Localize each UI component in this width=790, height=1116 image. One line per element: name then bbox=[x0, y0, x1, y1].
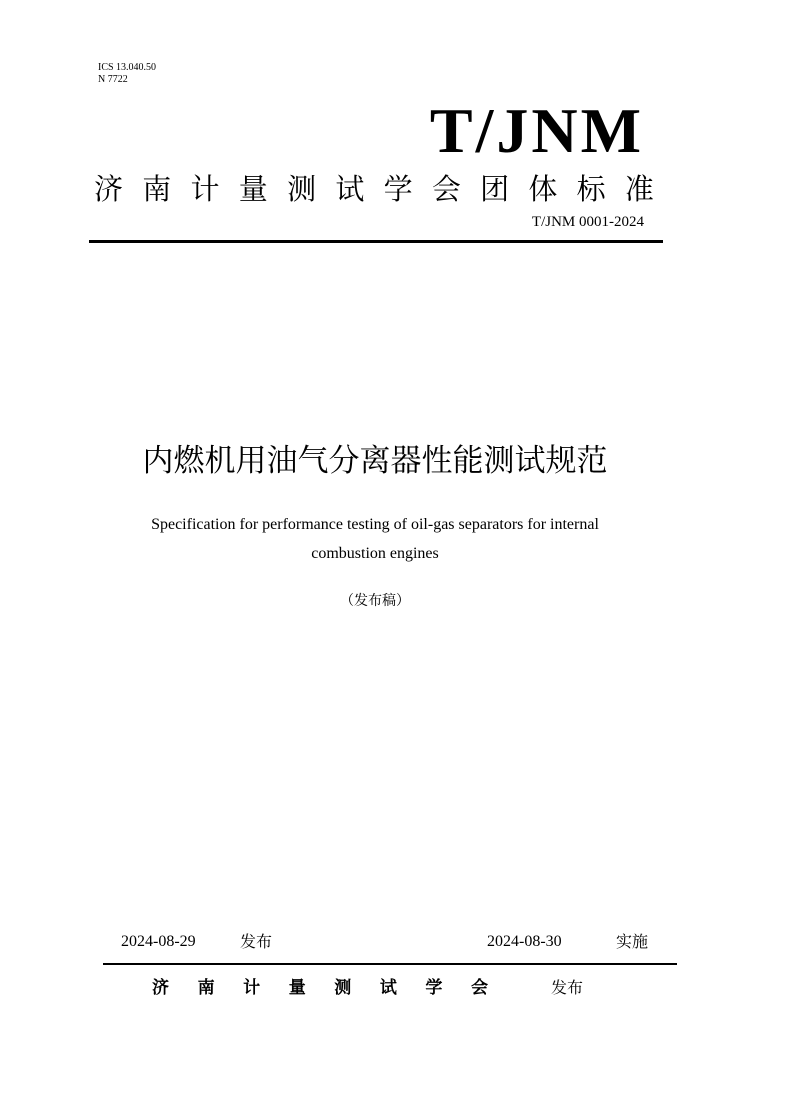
org-title-char: 团 bbox=[480, 172, 510, 206]
issuer-char: 计 bbox=[243, 978, 261, 998]
draft-status: （发布稿） bbox=[340, 594, 410, 609]
issue-label: 发布 bbox=[551, 978, 584, 997]
header-divider bbox=[89, 240, 663, 243]
footer-divider bbox=[103, 963, 677, 965]
publish-label: 发布 bbox=[240, 932, 273, 951]
org-title-char: 测 bbox=[287, 172, 317, 206]
organization-standard-title bbox=[94, 169, 654, 209]
standard-logo: T/JNM bbox=[429, 95, 644, 166]
title-en-line: Specification for performance testing of oil-gas separators for internal bbox=[151, 516, 599, 533]
org-title-char: 学 bbox=[383, 172, 413, 206]
issuer-char: 量 bbox=[288, 978, 306, 998]
issuer-char: 测 bbox=[334, 978, 352, 998]
ics-code: ICS 13.040.50 bbox=[98, 62, 157, 73]
org-title-char: 准 bbox=[624, 172, 654, 206]
document-title-chinese: 内燃机用油气分离器性能测试规范 bbox=[142, 443, 608, 479]
issuer-char: 学 bbox=[425, 978, 443, 998]
document-title-english bbox=[95, 510, 655, 568]
implement-date: 2024-08-30 bbox=[487, 933, 562, 950]
org-title-char: 会 bbox=[431, 172, 461, 206]
issuer-char: 试 bbox=[379, 978, 397, 998]
classification-codes bbox=[98, 62, 156, 86]
standard-number: T/JNM 0001-2024 bbox=[531, 214, 644, 230]
issuer-char: 会 bbox=[470, 978, 488, 998]
org-title-char: 济 bbox=[94, 172, 124, 206]
ccs-code: N 7722 bbox=[98, 74, 128, 85]
org-title-char: 量 bbox=[238, 172, 268, 206]
issuer-char: 济 bbox=[152, 978, 169, 998]
issuer-char: 南 bbox=[197, 978, 215, 998]
org-title-char: 计 bbox=[190, 172, 220, 206]
publish-date: 2024-08-29 bbox=[121, 933, 196, 950]
org-title-char: 南 bbox=[142, 172, 172, 206]
org-title-char: 体 bbox=[528, 172, 558, 206]
org-title-char: 试 bbox=[335, 172, 365, 206]
org-title-char: 标 bbox=[576, 172, 606, 206]
title-en-line: combustion engines bbox=[311, 545, 439, 562]
issuing-organization bbox=[152, 977, 488, 999]
implement-label: 实施 bbox=[616, 932, 649, 951]
